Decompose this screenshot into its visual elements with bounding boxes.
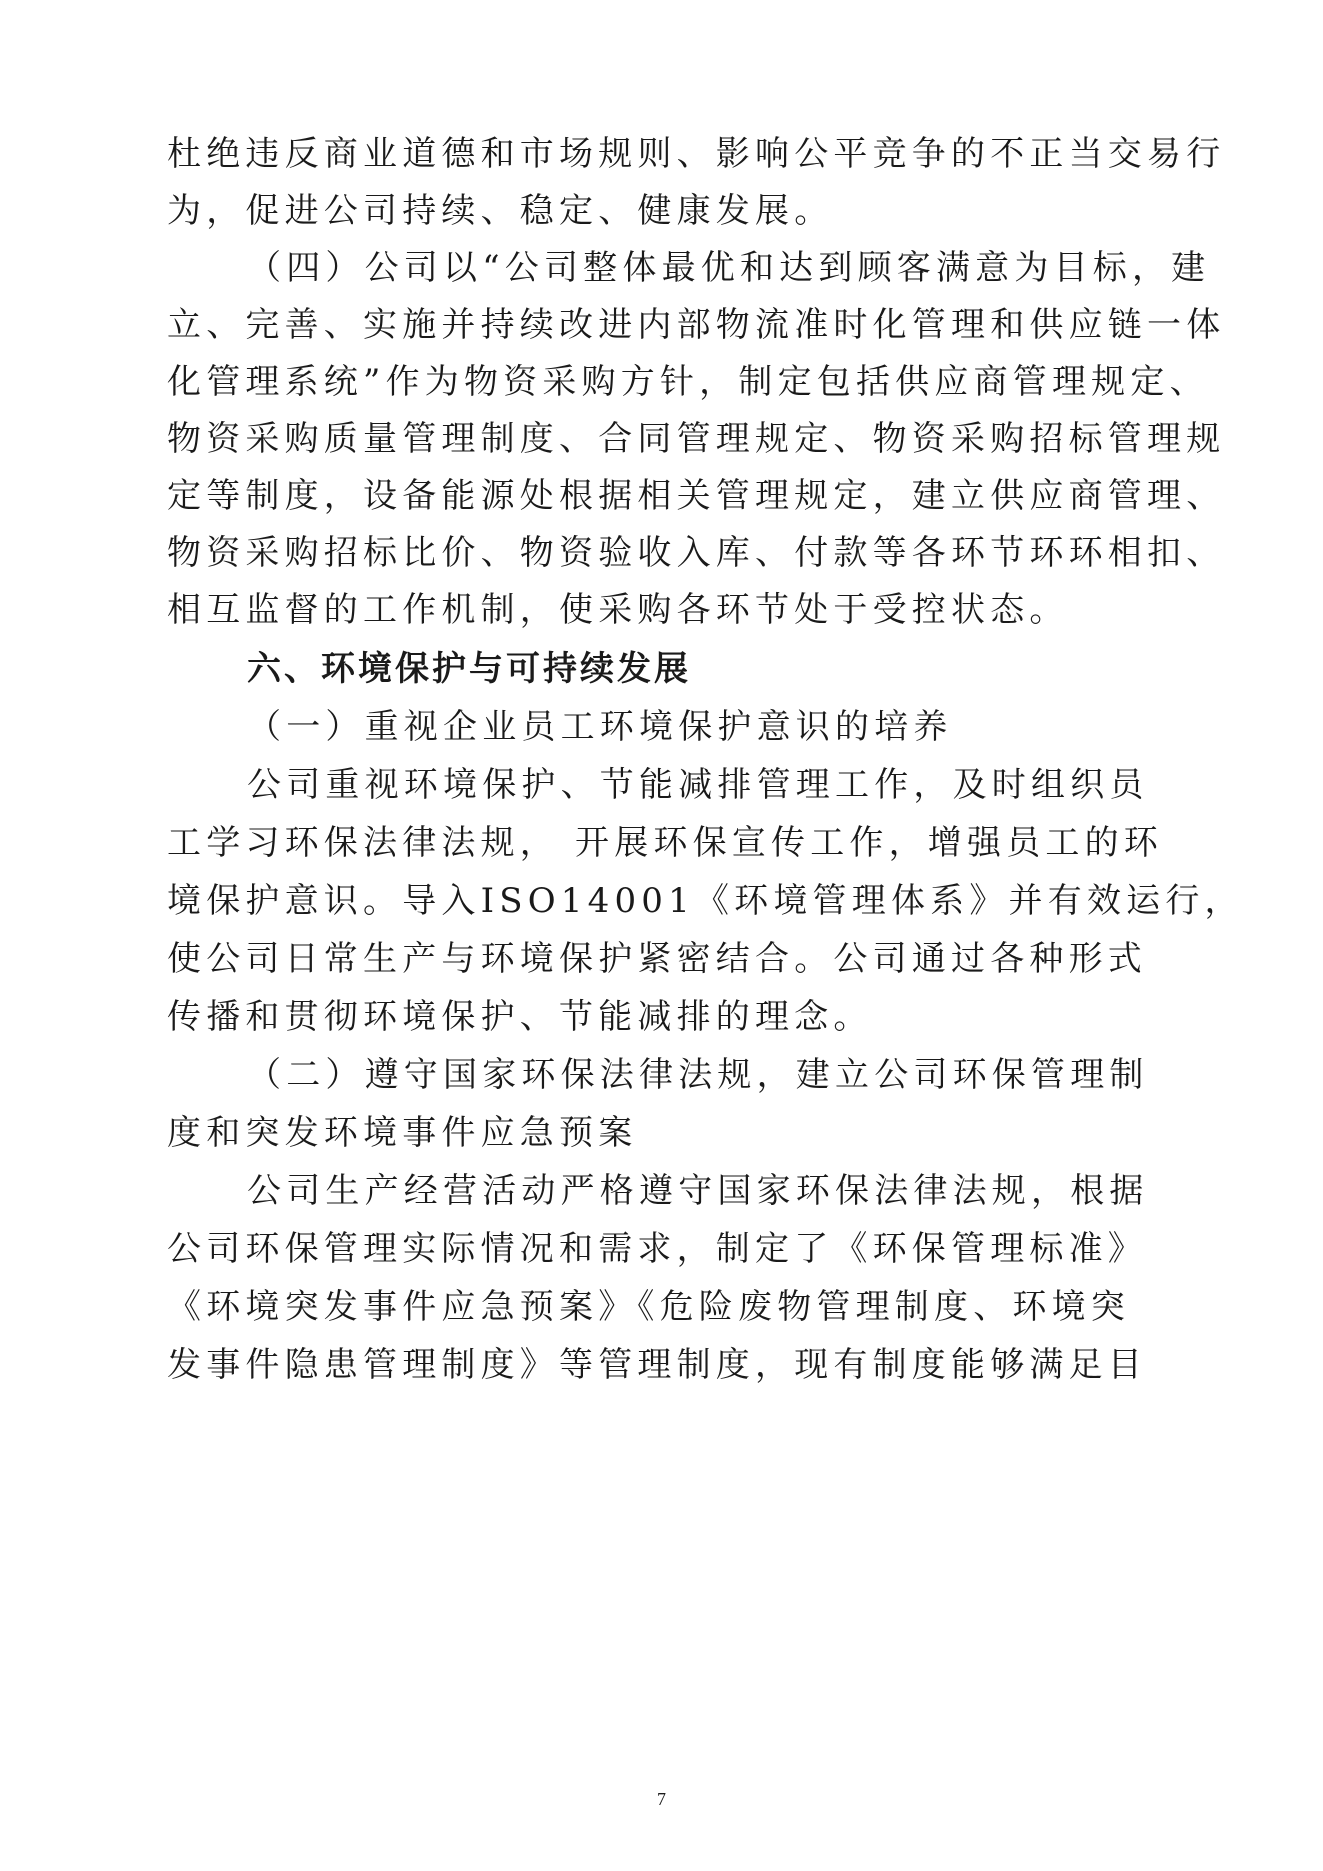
paragraph-line: 相互监督的工作机制，使采购各环节处于受控状态。 [167,590,1069,630]
paragraph-line: 为，促进公司持续、稳定、健康发展。 [167,191,834,231]
paragraph-line: 化管理系统”作为物资采购方针，制定包括供应商管理规定、 [167,362,1209,402]
paragraph-line: 传播和贯彻环境保护、节能减排的理念。 [167,997,873,1037]
paragraph-line: 公司重视环境保护、节能减排管理工作，及时组织员 [247,765,1149,805]
paragraph-line: 杜绝违反商业道德和市场规则、影响公平竞争的不正当交易行 [167,134,1226,174]
subsection-heading: 度和突发环境事件应急预案 [167,1113,638,1153]
paragraph-line: 工学习环保法律法规， 开展环保宣传工作，增强员工的环 [167,823,1164,863]
paragraph-line: （四）公司以“公司整体最优和达到顾客满意为目标，建 [247,248,1211,288]
paragraph-line: 使公司日常生产与环境保护紧密结合。公司通过各种形式 [167,939,1147,979]
section-heading: 六、环境保护与可持续发展 [247,649,691,689]
subsection-heading: （二）遵守国家环保法律法规，建立公司环保管理制 [247,1055,1149,1095]
paragraph-line: 公司生产经营活动严格遵守国家环保法律法规，根据 [247,1171,1149,1211]
paragraph-line: 物资采购质量管理制度、合同管理规定、物资采购招标管理规 [167,419,1226,459]
paragraph-line: 《环境突发事件应急预案》《危险废物管理制度、环境突 [167,1287,1130,1327]
page-number: 7 [657,1789,666,1809]
paragraph-line: 立、完善、实施并持续改进内部物流准时化管理和供应链一体 [167,305,1226,345]
paragraph-line: 境保护意识。导入ISO14001《环境管理体系》并有效运行， [167,881,1244,921]
paragraph-line: 公司环保管理实际情况和需求，制定了《环保管理标准》 [167,1229,1147,1269]
paragraph-line: 发事件隐患管理制度》等管理制度，现有制度能够满足目 [167,1345,1147,1385]
paragraph-line: 定等制度，设备能源处根据相关管理规定，建立供应商管理、 [167,476,1226,516]
subsection-heading: （一）重视企业员工环境保护意识的培养 [247,707,953,747]
paragraph-line: 物资采购招标比价、物资验收入库、付款等各环节环环相扣、 [167,533,1226,573]
